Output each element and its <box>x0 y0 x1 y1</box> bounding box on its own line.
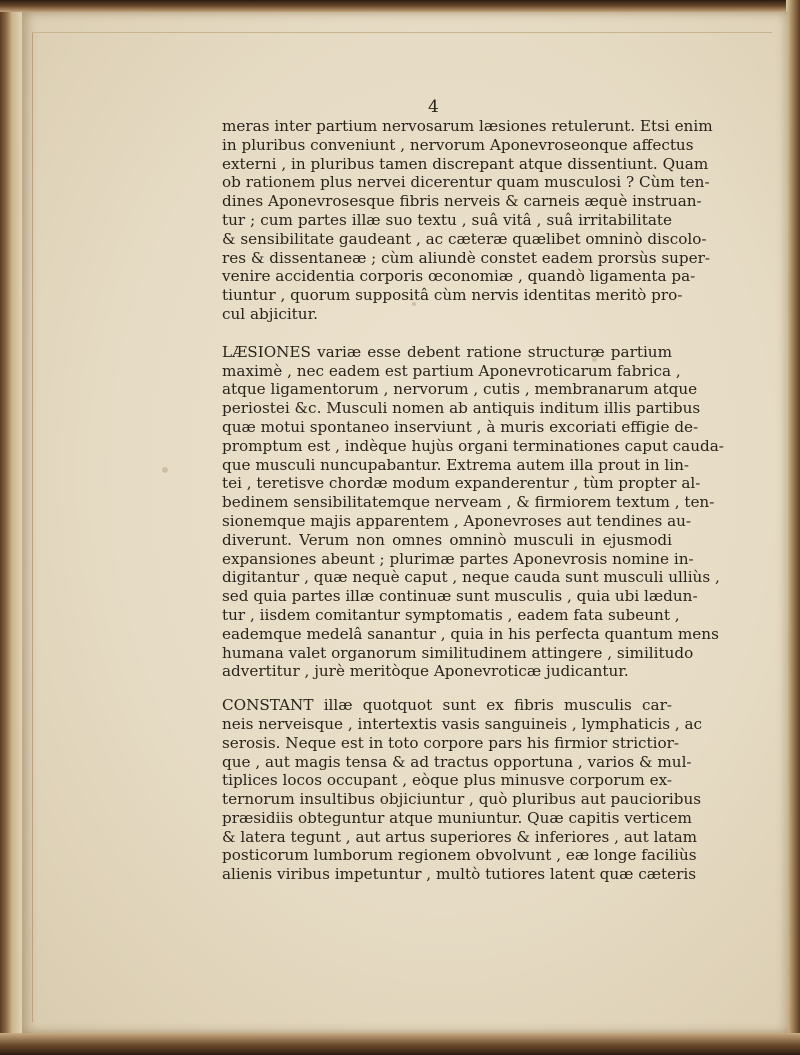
text-line: atque ligamentorum , nervorum , cutis , membranarum atque <box>222 380 698 399</box>
text-line: cul abjicitur. <box>222 304 318 323</box>
paragraph <box>222 342 724 681</box>
text-line: posticorum lumborum regionem obvolvunt , eæ longe faciliùs <box>222 846 697 865</box>
text-line: promptum est , indèque hujùs organi terminationes caput cauda- <box>222 436 724 455</box>
paragraph <box>222 696 703 884</box>
text-line: digitantur , quæ nequè caput , neque cauda sunt musculi ulliùs , <box>222 568 720 587</box>
text-line: tiuntur , quorum suppositâ cùm nervis identitas meritò pro- <box>222 286 683 305</box>
text-line: res & dissentaneæ ; cùm aliundè constet eadem prorsùs super- <box>222 248 711 267</box>
text-line: quæ motui spontaneo inserviunt , à muris excoriati effigie de- <box>222 417 699 436</box>
text-line: meras inter partium nervosarum læsiones retulerunt. Etsi enim <box>222 117 713 135</box>
paragraph-gap <box>222 324 672 343</box>
text-line: expansiones abeunt ; plurimæ partes Aponevrosis nomine in- <box>222 549 694 568</box>
page-top-line <box>32 32 772 33</box>
text-line: humana valet organorum similitudinem attingere , similitudo <box>222 643 694 662</box>
text-line: venire accidentia corporis œconomiæ , quandò ligamenta pa- <box>222 267 696 286</box>
text-line: que , aut magis tensa & ad tractus opportuna , varios & mul- <box>222 752 692 771</box>
text-line: tur , iisdem comitantur symptomatis , eadem fata subeunt , <box>222 605 680 624</box>
text-line: CONSTANT illæ quotquot sunt ex fibris musculis car- <box>222 696 672 715</box>
text-line: eademque medelâ sanantur , quia in his perfecta quantum mens <box>222 624 719 643</box>
text-line: diverunt. Verum non omnes omninò musculi in ejusmodi <box>222 530 672 549</box>
book-right-edge <box>786 0 800 1055</box>
text-line: sionemque majis apparentem , Aponevroses aut tendines au- <box>222 511 692 530</box>
page-number: 4 <box>428 97 439 117</box>
text-line: advertitur , jurè meritòque Aponevroticæ judicantur. <box>222 662 629 681</box>
page-margin-line <box>32 32 33 1022</box>
text-line: tur ; cum partes illæ suo textu , suâ vitâ , suâ irritabilitate <box>222 210 672 229</box>
text-line: alienis viribus impetuntur , multò tutiores latent quæ cæteris <box>222 865 697 884</box>
text-line: externi , in pluribus tamen discrepant atque dissentiunt. Quam <box>222 154 709 173</box>
text-line: dines Aponevrosesque fibris nerveis & carneis æquè instruan- <box>222 192 702 211</box>
book-bottom-edge <box>0 1033 800 1055</box>
text-line: tei , teretisve chordæ modum expanderentur , tùm propter al- <box>222 474 701 493</box>
text-line: & latera tegunt , aut artus superiores & inferiores , aut latam <box>222 827 698 846</box>
text-line: & sensibilitate gaudeant , ac cæteræ quælibet omninò discolo- <box>222 229 707 248</box>
text-line: serosis. Neque est in toto corpore pars his firmior strictior- <box>222 733 680 752</box>
text-line: bedinem sensibilitatemque nerveam , & firmiorem textum , ten- <box>222 493 715 512</box>
text-line: LÆSIONES variæ esse debent ratione structuræ partium <box>222 342 672 361</box>
paper-spot <box>162 467 168 473</box>
text-line: maximè , nec eadem est partium Aponevroticarum fabrica , <box>222 361 681 380</box>
paragraph <box>222 117 713 324</box>
text-line: ternorum insultibus objiciuntur , quò pluribus aut paucioribus <box>222 790 702 809</box>
page-body-text <box>222 117 724 884</box>
text-line: sed quia partes illæ continuæ sunt musculis , quia ubi lædun- <box>222 587 698 606</box>
text-line: que musculi nuncupabantur. Extrema autem illa prout in lin- <box>222 455 690 474</box>
text-line: tiplices locos occupant , eòque plus minusve corporum ex- <box>222 771 672 790</box>
paragraph-gap <box>222 681 672 696</box>
text-line: ob rationem plus nervei dicerentur quam musculosi ? Cùm ten- <box>222 173 710 192</box>
book-top-edge <box>0 0 800 12</box>
text-line: periostei &c. Musculi nomen ab antiquis inditum illis partibus <box>222 399 701 418</box>
text-line: præsidiis obteguntur atque muniuntur. Quæ capitis verticem <box>222 808 692 827</box>
text-line: in pluribus conveniunt , nervorum Aponevroseonque affectus <box>222 135 694 154</box>
text-line: neis nerveisque , intertextis vasis sanguineis , lymphaticis , ac <box>222 714 703 733</box>
